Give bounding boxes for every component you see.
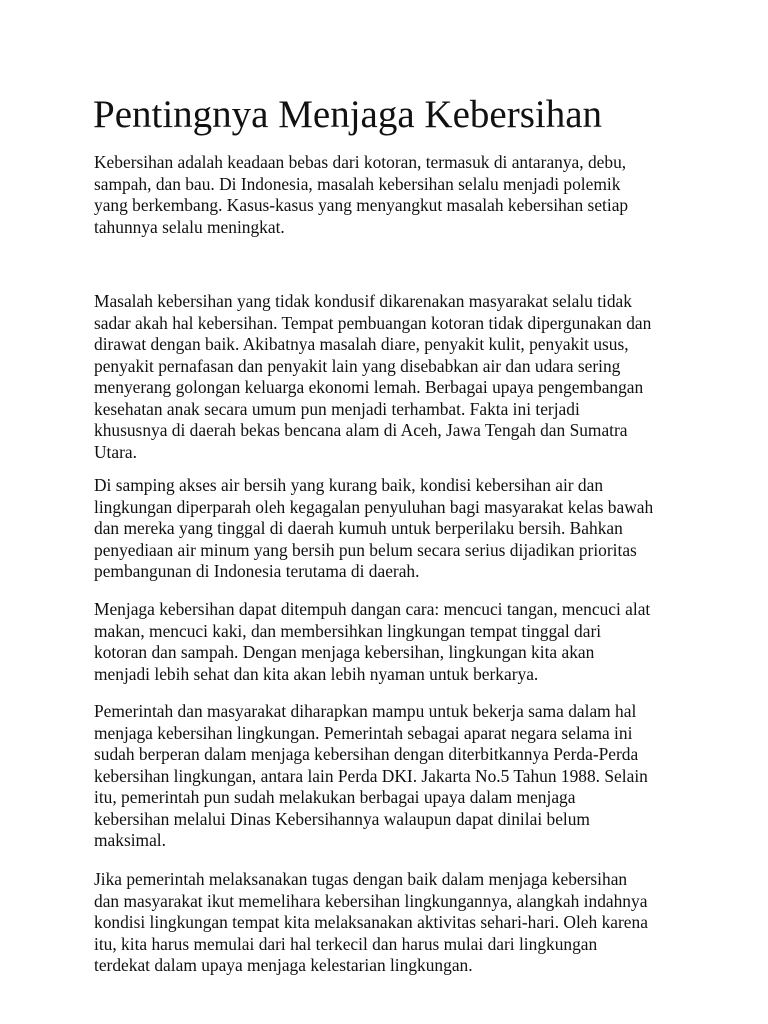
- paragraph-line: penyakit pernafasan dan penyakit lain yang disebabkan air dan udara sering: [94, 355, 621, 376]
- paragraph: [94, 291, 651, 463]
- paragraph-line: Utara.: [94, 441, 137, 462]
- paragraph-line: kebersihan melalui Dinas Kebersihannya walaupun dapat dinilai belum: [94, 808, 590, 829]
- paragraph-line: makan, mencuci kaki, dan membersihkan lingkungan tempat tinggal dari: [94, 620, 602, 641]
- paragraph-line: Kebersihan adalah keadaan bebas dari kotoran, termasuk di antaranya, debu,: [94, 152, 627, 172]
- paragraph-line: khususnya di daerah bekas bencana alam di Aceh, Jawa Tengah dan Sumatra: [94, 420, 628, 440]
- paragraph-line: tahunnya selalu meningkat.: [94, 216, 285, 237]
- paragraph-line: itu, kita harus memulai dari hal terkecil dan harus mulai dari lingkungan: [94, 933, 598, 954]
- paragraph: [94, 152, 628, 238]
- paragraph-line: maksimal.: [94, 830, 166, 850]
- document-title: Pentingnya Menjaga Kebersihan: [93, 93, 603, 136]
- paragraph-line: yang berkembang. Kasus-kasus yang menyangkut masalah kebersihan setiap: [94, 195, 629, 215]
- paragraph-line: dirawat dengan baik. Akibatnya masalah diare, penyakit kulit, penyakit usus,: [94, 334, 629, 354]
- paragraph-line: sadar akah hal kebersihan. Tempat pembuangan kotoran tidak dipergunakan dan: [94, 312, 652, 333]
- paragraph-line: Di samping akses air bersih yang kurang baik, kondisi kebersihan air dan: [94, 475, 604, 495]
- paragraph-line: kesehatan anak secara umum pun menjadi terhambat. Fakta ini terjadi: [94, 398, 580, 419]
- paragraph-line: pembangunan di Indonesia terutama di daerah.: [94, 561, 420, 581]
- paragraph-line: Menjaga kebersihan dapat ditempuh dangan cara: mencuci tangan, mencuci alat: [94, 599, 651, 619]
- paragraph: [94, 599, 650, 685]
- paragraph-line: menyerang golongan keluarga ekonomi lemah. Berbagai upaya pengembangan: [94, 377, 644, 397]
- paragraph-line: sudah berperan dalam menjaga kebersihan dengan diterbitkannya Perda-Perda: [94, 744, 639, 764]
- paragraph-line: menjaga kebersihan lingkungan. Pemerintah sebagai aparat negara selama ini: [94, 722, 633, 743]
- paragraph-line: kotoran dan sampah. Dengan menjaga kebersihan, lingkungan kita akan: [94, 642, 595, 662]
- paragraph: [94, 869, 648, 977]
- paragraph-line: kondisi lingkungan tempat kita melaksanakan aktivitas sehari-hari. Oleh karena: [94, 912, 648, 932]
- paragraph-line: sampah, dan bau. Di Indonesia, masalah kebersihan selalu menjadi polemik: [94, 173, 621, 194]
- paragraph-line: menjadi lebih sehat dan kita akan lebih nyaman untuk berkarya.: [94, 663, 539, 684]
- paragraph-line: dan masyarakat ikut memelihara kebersihan lingkungannya, alangkah indahnya: [94, 890, 648, 911]
- paragraph: [94, 701, 648, 852]
- paragraph-line: itu, pemerintah pun sudah melakukan berbagai upaya dalam menjaga: [94, 787, 576, 807]
- paragraph-line: Masalah kebersihan yang tidak kondusif dikarenakan masyarakat selalu tidak: [94, 291, 632, 311]
- paragraph-line: kebersihan lingkungan, antara lain Perda DKI. Jakarta No.5 Tahun 1988. Selain: [94, 765, 648, 786]
- paragraph: [94, 475, 653, 583]
- paragraph-line: terdekat dalam upaya menjaga kelestarian lingkungan.: [94, 955, 473, 975]
- paragraph-line: Jika pemerintah melaksanakan tugas dengan baik dalam menjaga kebersihan: [94, 869, 628, 889]
- paragraph-line: lingkungan diperparah oleh kegagalan penyuluhan bagi masyarakat kelas bawah: [94, 496, 654, 517]
- paragraph-line: dan mereka yang tinggal di daerah kumuh untuk berperilaku bersih. Bahkan: [94, 518, 623, 538]
- paragraph-line: penyediaan air minum yang bersih pun belum secara serius dijadikan prioritas: [94, 539, 637, 560]
- paragraph-line: Pemerintah dan masyarakat diharapkan mampu untuk bekerja sama dalam hal: [94, 701, 637, 721]
